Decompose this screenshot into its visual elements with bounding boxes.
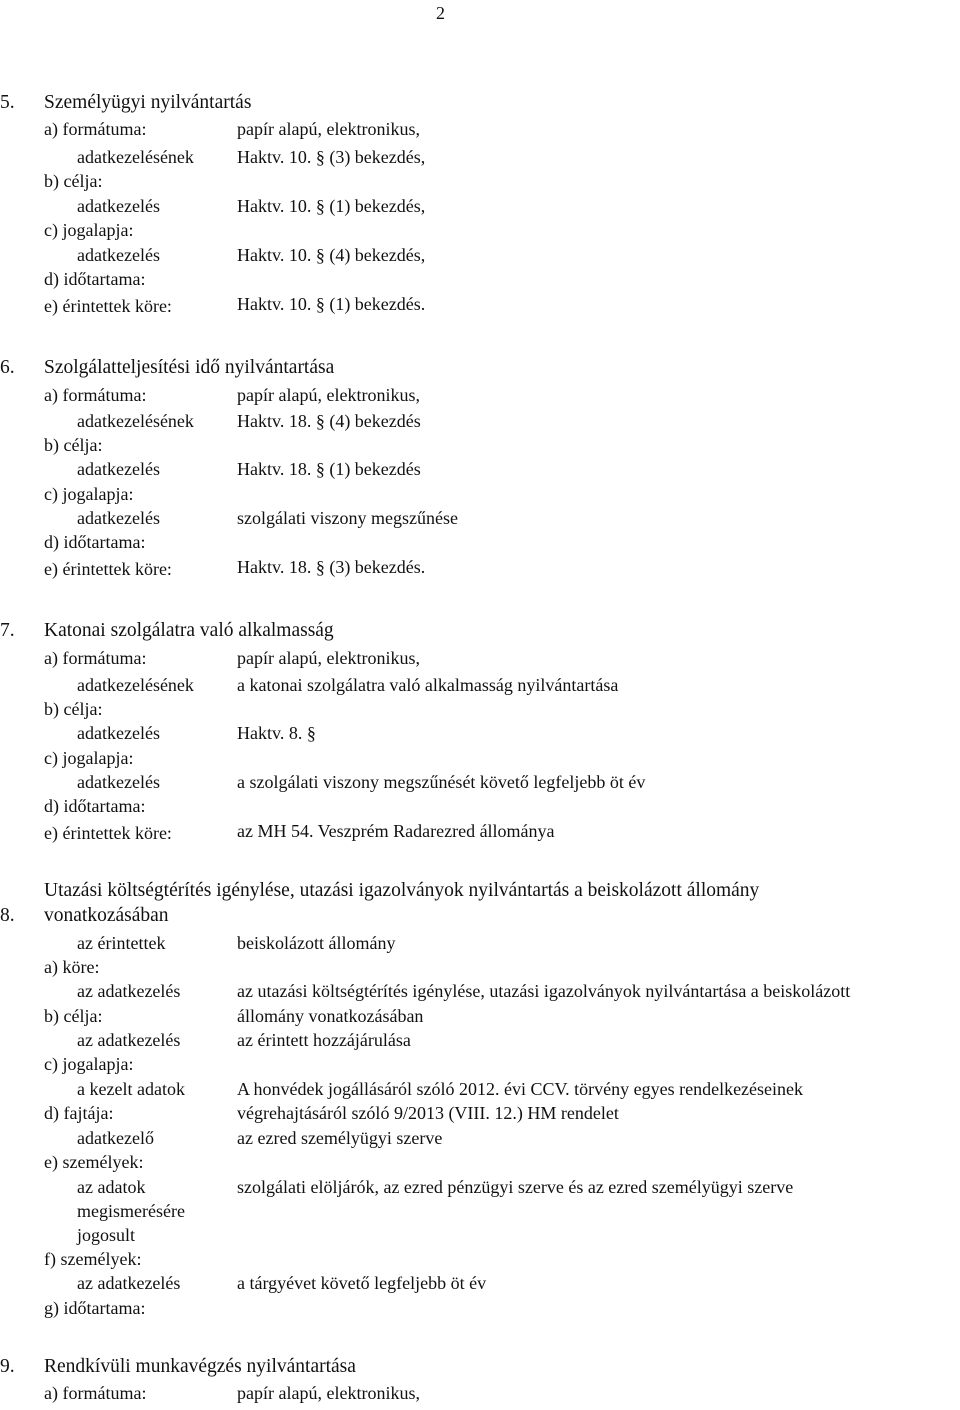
row-key: adatkezelés <box>77 772 160 792</box>
section-title: Személyügyi nyilvántartás <box>44 92 252 113</box>
row-value: az ezred személyügyi szerve <box>237 1128 443 1148</box>
section-number: 9. <box>0 1356 15 1377</box>
row-value: A honvédek jogállásáról szóló 2012. évi CCV. törvény egyes rendelkezéseinek <box>237 1079 804 1099</box>
row-value: az érintett hozzájárulása <box>237 1030 411 1050</box>
section-number: 7. <box>0 620 15 641</box>
row-key: adatkezelésének <box>77 411 194 431</box>
section-number: 6. <box>0 357 15 378</box>
row-value: papír alapú, elektronikus, <box>237 385 420 405</box>
row-key: megismerésére <box>77 1201 185 1221</box>
row-value: szolgálati viszony megszűnése <box>237 508 458 528</box>
row-key: az adatok <box>77 1177 146 1197</box>
row-value: az utazási költségtérítés igénylése, utazási igazolványok nyilvántartása a beiskolázott <box>237 981 851 1001</box>
row-value: Haktv. 8. § <box>237 723 316 743</box>
row-value: szolgálati elöljárók, az ezred pénzügyi szerve és az ezred személyügyi szerve <box>237 1177 794 1197</box>
row-key: d) időtartama: <box>44 532 146 552</box>
row-key: az adatkezelés <box>77 1030 181 1050</box>
row-key: b) célja: <box>44 1006 103 1026</box>
row-key: a) formátuma: <box>44 385 147 405</box>
row-value: Haktv. 10. § (1) bekezdés. <box>237 294 426 314</box>
row-key: adatkezelésének <box>77 675 194 695</box>
row-value: papír alapú, elektronikus, <box>237 119 420 139</box>
row-key: a) formátuma: <box>44 648 147 668</box>
row-key: e) érintettek köre: <box>44 296 172 316</box>
row-key: adatkezelésének <box>77 147 194 167</box>
row-key: c) jogalapja: <box>44 748 134 768</box>
page-number: 2 <box>436 3 445 23</box>
row-key: e) érintettek köre: <box>44 823 172 843</box>
section-title: Utazási költségtérítés igénylése, utazási igazolványok nyilvántartás a beiskolázott állomány <box>44 880 760 901</box>
row-key: c) jogalapja: <box>44 1054 134 1074</box>
row-key: az adatkezelés <box>77 1273 181 1293</box>
row-key: a) formátuma: <box>44 119 147 139</box>
row-key: adatkezelés <box>77 245 160 265</box>
row-key: adatkezelés <box>77 459 160 479</box>
row-key: a) formátuma: <box>44 1383 147 1403</box>
row-key: g) időtartama: <box>44 1298 146 1318</box>
row-key: f) személyek: <box>44 1249 142 1269</box>
row-key: az érintettek <box>77 933 166 953</box>
row-key: a) köre: <box>44 957 100 977</box>
row-value: a tárgyévet követő legfeljebb öt év <box>237 1273 487 1293</box>
row-key: c) jogalapja: <box>44 220 134 240</box>
row-key: b) célja: <box>44 435 103 455</box>
row-value: Haktv. 10. § (1) bekezdés, <box>237 196 426 216</box>
row-key: az adatkezelés <box>77 981 181 1001</box>
row-value: Haktv. 18. § (4) bekezdés <box>237 411 421 431</box>
row-key: a kezelt adatok <box>77 1079 185 1099</box>
row-value: a szolgálati viszony megszűnését követő legfeljebb öt év <box>237 772 646 792</box>
row-value: beiskolázott állomány <box>237 933 396 953</box>
row-key: c) jogalapja: <box>44 484 134 504</box>
row-value: Haktv. 18. § (3) bekezdés. <box>237 557 426 577</box>
row-value: Haktv. 10. § (4) bekezdés, <box>237 245 426 265</box>
section-title-continued: vonatkozásában <box>44 905 169 926</box>
row-key: e) érintettek köre: <box>44 559 172 579</box>
row-value: az MH 54. Veszprém Radarezred állománya <box>237 821 555 841</box>
section-title: Katonai szolgálatra való alkalmasság <box>44 620 334 641</box>
row-key: b) célja: <box>44 171 103 191</box>
row-value: végrehajtásáról szóló 9/2013 (VIII. 12.) HM rendelet <box>237 1103 619 1123</box>
row-key: jogosult <box>77 1225 136 1245</box>
row-value: Haktv. 18. § (1) bekezdés <box>237 459 421 479</box>
section-number: 8. <box>0 905 15 926</box>
row-value: papír alapú, elektronikus, <box>237 648 420 668</box>
row-value: a katonai szolgálatra való alkalmasság nyilvántartása <box>237 675 619 695</box>
section-number: 5. <box>0 92 15 113</box>
row-key: d) időtartama: <box>44 269 146 289</box>
row-value: Haktv. 10. § (3) bekezdés, <box>237 147 426 167</box>
section-title: Szolgálatteljesítési idő nyilvántartása <box>44 357 335 378</box>
row-key: d) időtartama: <box>44 796 146 816</box>
row-value: állomány vonatkozásában <box>237 1006 424 1026</box>
row-key: b) célja: <box>44 699 103 719</box>
row-key: adatkezelő <box>77 1128 154 1148</box>
row-key: d) fajtája: <box>44 1103 114 1123</box>
row-key: adatkezelés <box>77 508 160 528</box>
row-value: papír alapú, elektronikus, <box>237 1383 420 1403</box>
row-key: adatkezelés <box>77 723 160 743</box>
row-key: e) személyek: <box>44 1152 144 1172</box>
row-key: adatkezelés <box>77 196 160 216</box>
section-title: Rendkívüli munkavégzés nyilvántartása <box>44 1356 356 1377</box>
